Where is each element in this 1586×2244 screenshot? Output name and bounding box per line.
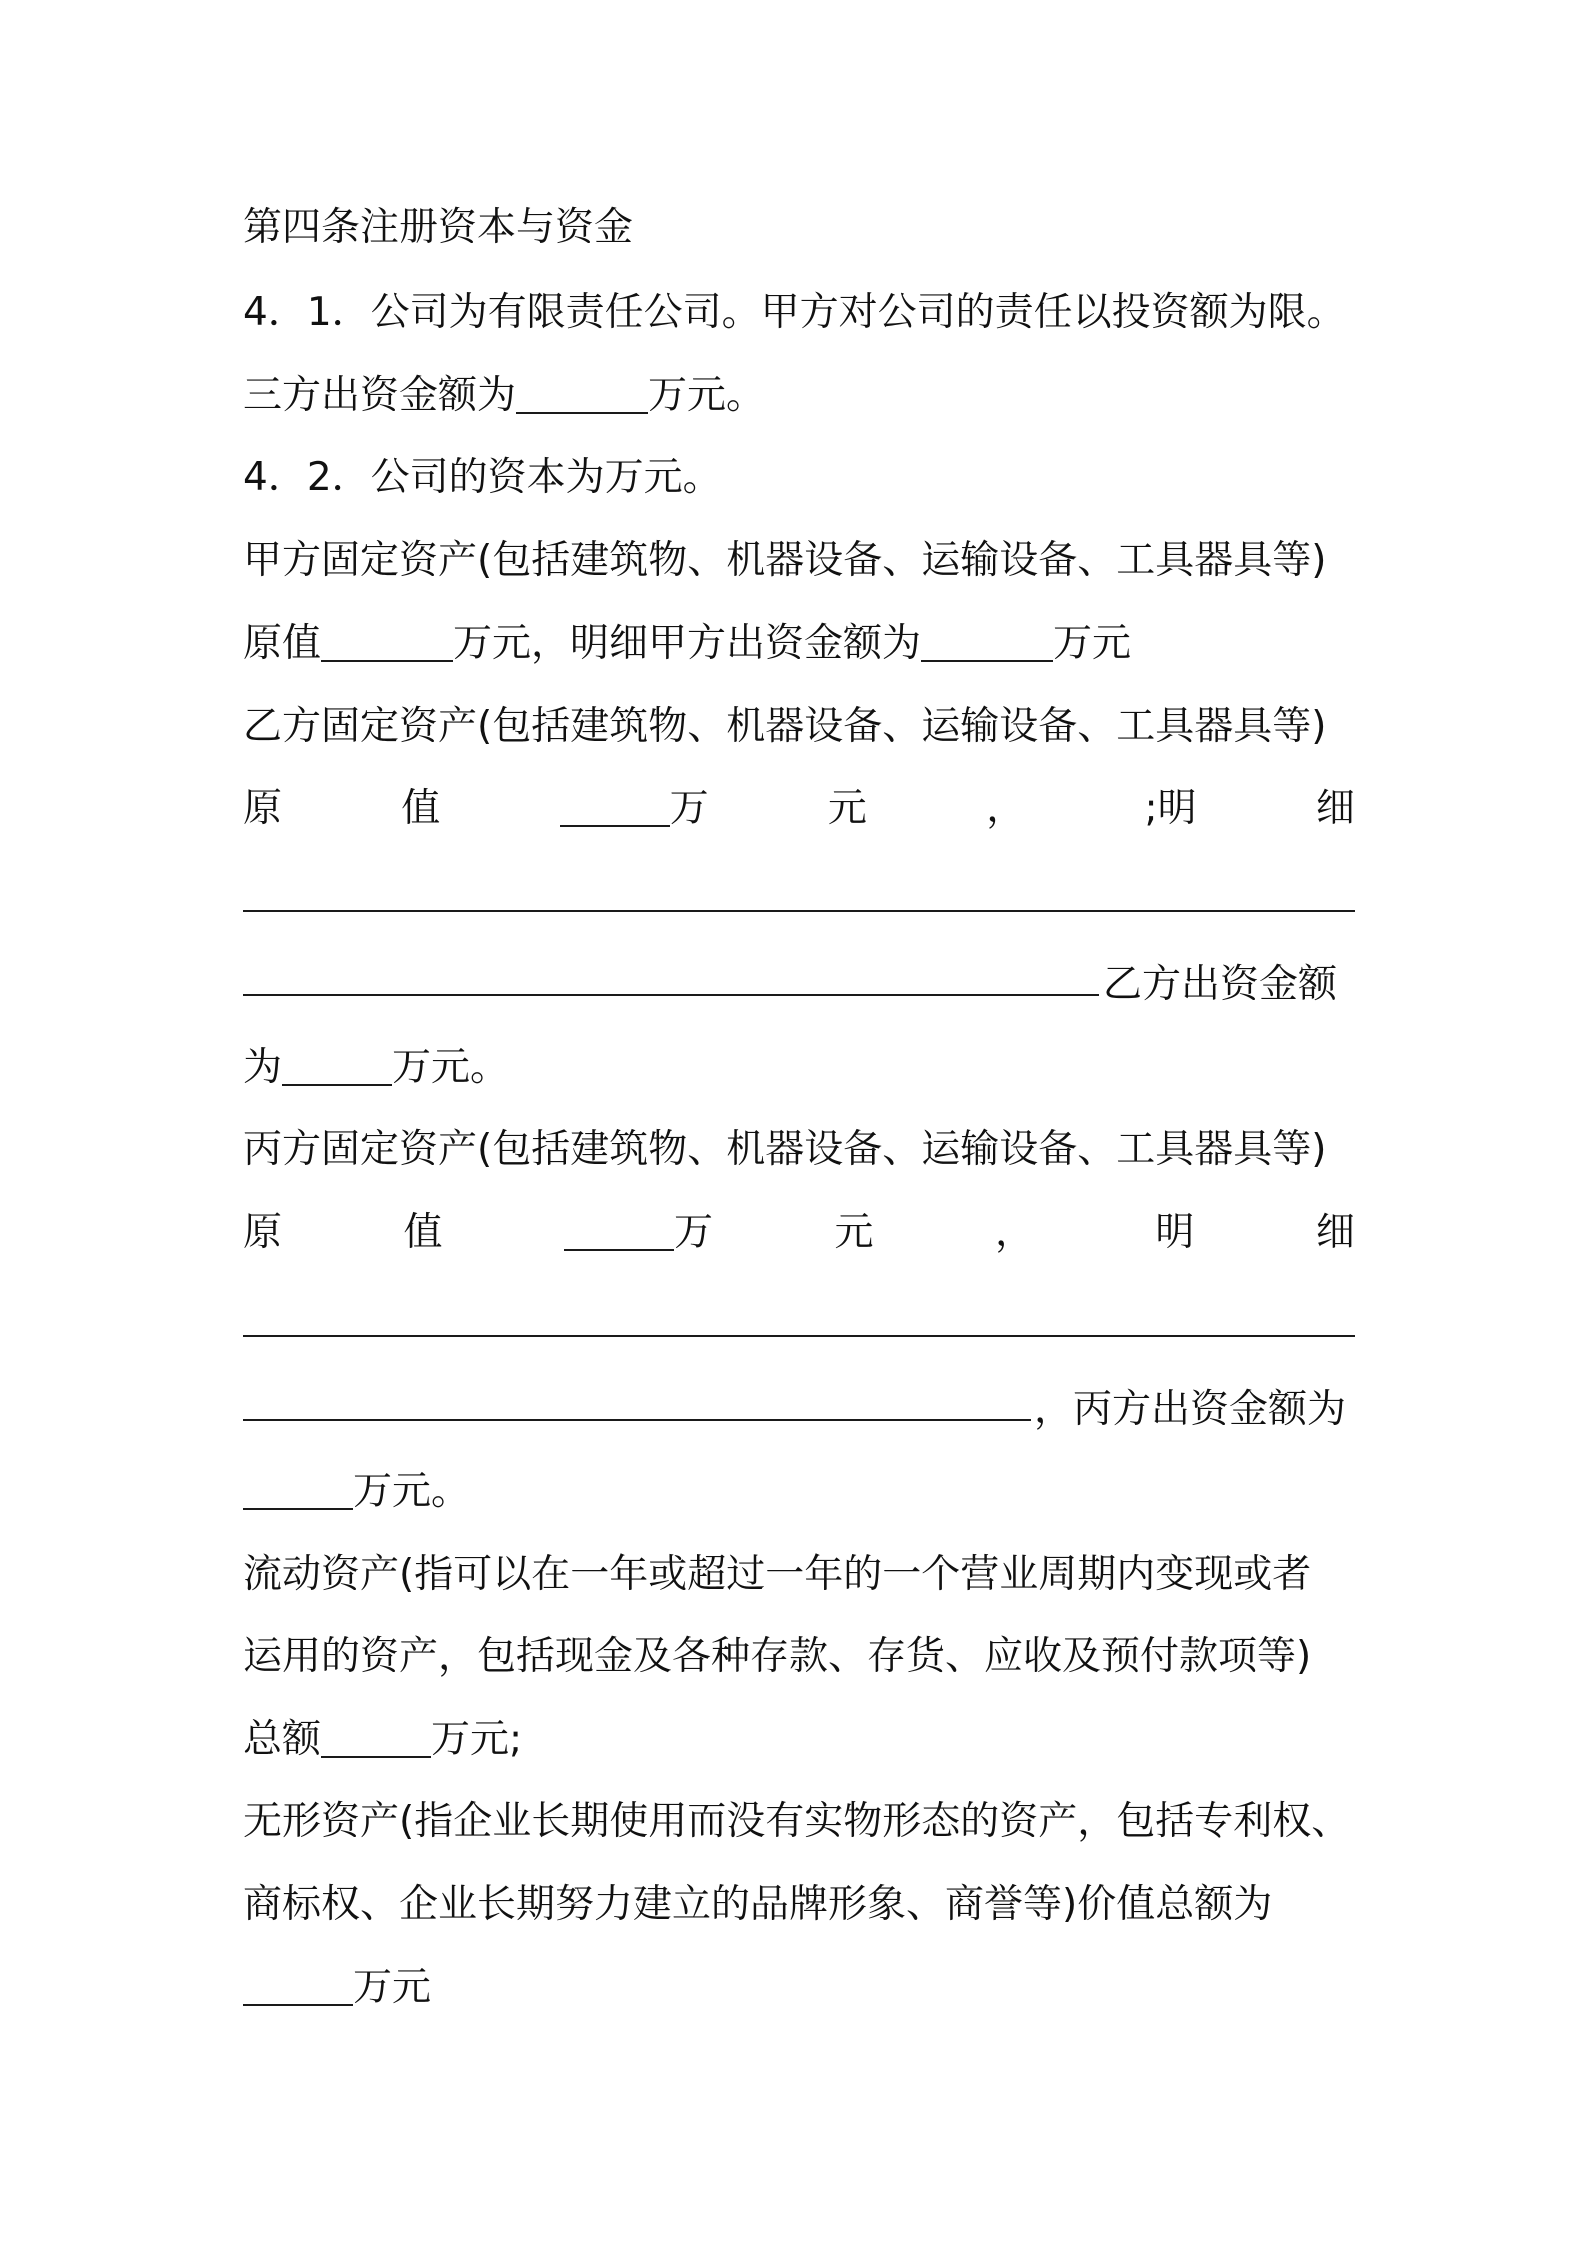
text-fragment — [564, 1203, 713, 1263]
jia-assets-line-2 — [243, 614, 1355, 674]
text-fragment: 万 — [673, 1210, 713, 1255]
blank-field — [243, 1470, 353, 1510]
text-fragment: 总额 — [243, 1717, 322, 1762]
paragraph-4-1-line-1: 4．1．公司为有限责任公司。甲方对公司的责任以投资额为限。 — [243, 290, 1346, 335]
intangible-assets-line-2: 商标权、企业长期努力建立的品牌形象、商誉等)价值总额为 — [243, 1882, 1273, 1927]
blank-field — [564, 1211, 674, 1251]
text-fragment: 为 — [243, 1045, 283, 1090]
paragraph-4-1-line-2 — [243, 366, 1355, 426]
text-fragment: 细 — [1315, 786, 1355, 831]
text-fragment: 万元。 — [353, 1469, 471, 1514]
blank-rule — [243, 994, 1099, 996]
current-assets-line-1: 流动资产(指可以在一年或超过一年的一个营业周期内变现或者 — [243, 1552, 1312, 1597]
text-fragment: 细 — [1315, 1210, 1355, 1255]
paragraph-4-2: 4．2．公司的资本为万元。 — [243, 455, 722, 500]
text-fragment: 万元 — [1053, 621, 1132, 666]
yi-assets-line-2 — [243, 779, 1355, 839]
yi-assets-line-1: 乙方固定资产(包括建筑物、机器设备、运输设备、工具器具等) — [243, 704, 1327, 749]
text-fragment: 值 — [403, 1210, 443, 1255]
blank-rule — [243, 1419, 1031, 1421]
blank-field — [921, 622, 1053, 662]
blank-rule — [243, 1335, 1355, 1337]
text-fragment: ， — [994, 1210, 1034, 1255]
text-fragment: 原 — [243, 1210, 283, 1255]
current-assets-line-3 — [243, 1710, 1355, 1770]
intangible-assets-line-1: 无形资产(指企业长期使用而没有实物形态的资产，包括专利权、 — [243, 1799, 1351, 1844]
text-fragment: 值 — [401, 786, 441, 831]
section-heading: 第四条注册资本与资金 — [243, 205, 634, 250]
blank-field — [282, 1046, 392, 1086]
text-fragment: 原值 — [243, 621, 322, 666]
text-fragment: 万元 — [353, 1965, 432, 2010]
text-fragment: 万元，明细甲方出资金额为 — [453, 621, 922, 666]
blank-field — [321, 1718, 431, 1758]
text-fragment: 万 — [669, 786, 709, 831]
yi-contribution-line — [243, 1038, 1355, 1098]
blank-field — [321, 622, 453, 662]
text-fragment: 原 — [243, 786, 283, 831]
bing-contribution-line — [243, 1462, 1355, 1522]
text-fragment: 元 — [827, 786, 867, 831]
yi-contribution-label: 乙方出资金额 — [1103, 962, 1338, 1007]
blank-field — [243, 1966, 353, 2006]
text-fragment: 元 — [834, 1210, 874, 1255]
text-fragment: ， — [986, 786, 1026, 831]
bing-contribution-label: ，丙方出资金额为 — [1034, 1387, 1347, 1432]
text-fragment — [560, 779, 709, 839]
intangible-assets-line-3 — [243, 1958, 1355, 2018]
text-fragment: 万元。 — [392, 1045, 510, 1090]
bing-assets-line-1: 丙方固定资产(包括建筑物、机器设备、运输设备、工具器具等) — [243, 1127, 1327, 1172]
text-fragment: 三方出资金额为 — [243, 373, 517, 418]
bing-assets-line-2 — [243, 1203, 1355, 1263]
blank-rule — [243, 910, 1355, 912]
current-assets-line-2: 运用的资产，包括现金及各种存款、存货、应收及预付款项等) — [243, 1634, 1312, 1679]
text-fragment: 万元。 — [648, 373, 766, 418]
blank-field — [560, 787, 670, 827]
text-fragment: ;明 — [1144, 786, 1197, 831]
jia-assets-line-1: 甲方固定资产(包括建筑物、机器设备、运输设备、工具器具等) — [243, 538, 1327, 583]
blank-field — [516, 374, 648, 414]
text-fragment: 明 — [1155, 1210, 1195, 1255]
text-fragment: 万元; — [431, 1717, 523, 1762]
